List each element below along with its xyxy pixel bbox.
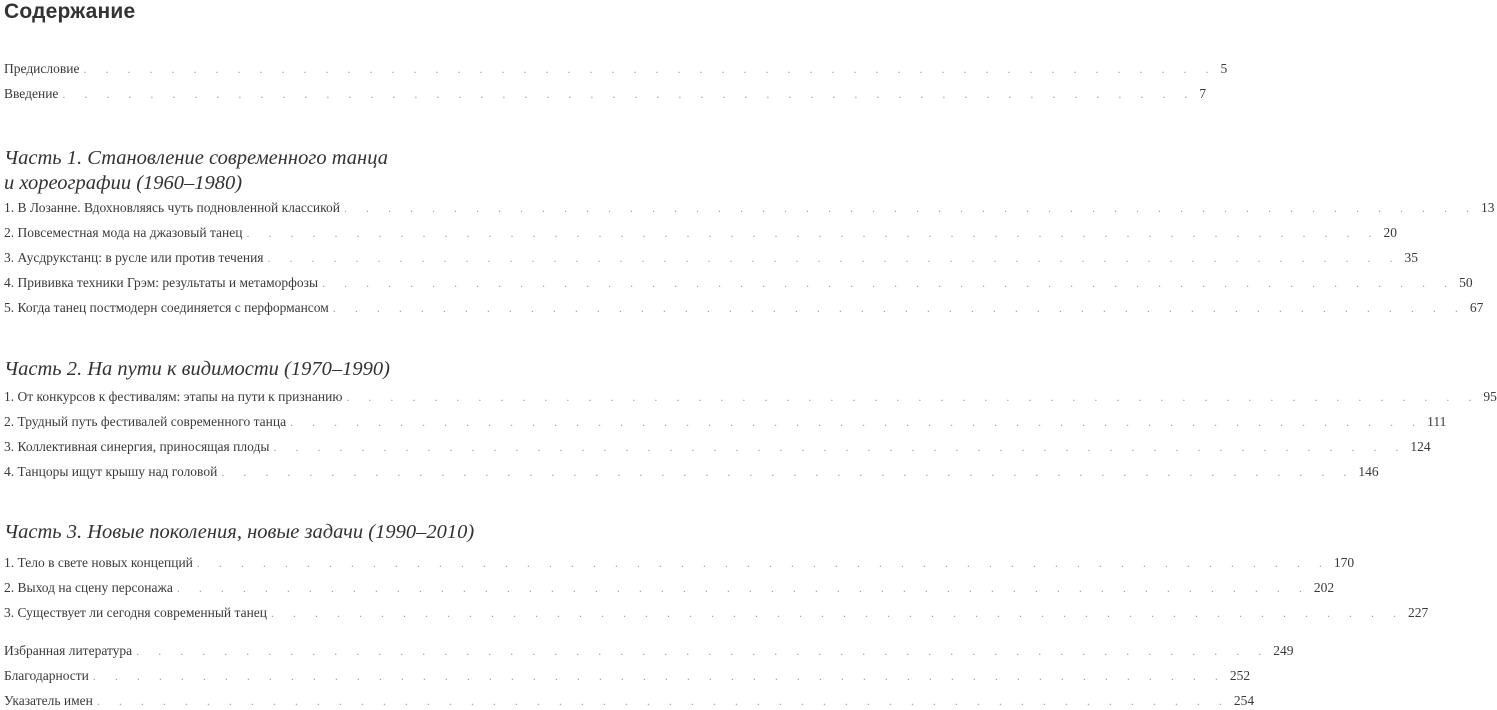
toc-entry-bibliography[interactable] — [4, 642, 1294, 660]
toc-page-number: 252 — [1229, 668, 1251, 683]
toc-entry-part1-ch3[interactable] — [4, 249, 1418, 267]
toc-leader: . . . . . . . . . . . . . . . . . . . . . . . . . . . . . . . . . . . . . . . . . . . . . . . . . . . . — [176, 581, 1310, 595]
toc-entry-label: Указатель имен — [4, 693, 93, 708]
toc-leader: . . . . . . . . . . . . . . . . . . . . . . . . . . . . . . . . . . . . . . . . . . . . . . . . . . . . — [267, 251, 1401, 265]
toc-entry-preface[interactable] — [4, 60, 1228, 78]
toc-page-number: 20 — [1383, 225, 1397, 240]
toc-leader: . . . . . . . . . . . . . . . . . . . . . . . . . . . . . . . . . . . . . . . . . . . . . . . . . . . . — [271, 606, 1405, 620]
toc-page-number: 50 — [1459, 275, 1473, 290]
toc-leader: . . . . . . . . . . . . . . . . . . . . . . . . . . . . . . . . . . . . . . . . . . . . . . . . . . . . — [246, 226, 1380, 240]
toc-entry-part1-ch2[interactable] — [4, 224, 1397, 242]
toc-leader: . . . . . . . . . . . . . . . . . . . . . . . . . . . . . . . . . . . . . . . . . . . . . . . . . . . . — [343, 201, 1477, 215]
toc-entry-label: 3. Аусдрукстанц: в русле или против течения — [4, 250, 264, 265]
toc-entry-part3-ch3[interactable] — [4, 604, 1429, 622]
toc-entry-part1-ch4[interactable] — [4, 274, 1473, 292]
toc-page-number: 249 — [1273, 643, 1294, 658]
toc-page-number: 67 — [1469, 300, 1484, 315]
toc-page-number: 111 — [1427, 414, 1447, 429]
part-3-title: Часть 3. Новые поколения, новые задачи (1990–2010) — [4, 521, 475, 543]
toc-leader: . . . . . . . . . . . . . . . . . . . . . . . . . . . . . . . . . . . . . . . . . . . . . . . . . . . . — [273, 440, 1407, 454]
toc-entry-label: 4. Танцоры ищут крышу над головой — [4, 464, 218, 479]
toc-entry-introduction[interactable] — [4, 85, 1207, 103]
toc-entry-label: Благодарности — [4, 668, 89, 683]
toc-entry-part1-ch5[interactable] — [4, 299, 1484, 317]
toc-page-number: 35 — [1404, 250, 1418, 265]
toc-entry-label: 1. Тело в свете новых концепций — [4, 555, 193, 570]
toc-leader: . . . . . . . . . . . . . . . . . . . . . . . . . . . . . . . . . . . . . . . . . . . . . . . . . . . . — [92, 669, 1226, 683]
toc-leader: . . . . . . . . . . . . . . . . . . . . . . . . . . . . . . . . . . . . . . . . . . . . . . . . . . . . — [332, 301, 1466, 315]
toc-entry-label: 2. Трудный путь фестивалей современного танца — [4, 414, 287, 429]
toc-leader: . . . . . . . . . . . . . . . . . . . . . . . . . . . . . . . . . . . . . . . . . . . . . . . . . . . . — [96, 694, 1230, 708]
toc-leader: . . . . . . . . . . . . . . . . . . . . . . . . . . . . . . . . . . . . . . . . . . . . . . . . . . . . — [346, 390, 1480, 404]
toc-entry-label: Предисловие — [4, 61, 80, 76]
toc-page-number: 170 — [1333, 555, 1355, 570]
toc-page-number: 5 — [1220, 61, 1228, 76]
toc-entry-label: 4. Прививка техники Грэм: результаты и метаморфозы — [4, 275, 319, 290]
toc-entry-part2-ch3[interactable] — [4, 438, 1431, 456]
toc-leader: . . . . . . . . . . . . . . . . . . . . . . . . . . . . . . . . . . . . . . . . . . . . . . . . . . . . — [322, 276, 1456, 290]
toc-entry-part3-ch2[interactable] — [4, 579, 1335, 597]
toc-entry-label: 2. Повсеместная мода на джазовый танец — [4, 225, 243, 240]
toc-leader: . . . . . . . . . . . . . . . . . . . . . . . . . . . . . . . . . . . . . . . . . . . . . . . . . . . . — [136, 644, 1270, 658]
toc-entry-acknowledgements[interactable] — [4, 667, 1251, 685]
toc-entry-label: 3. Существует ли сегодня современный танец — [4, 605, 268, 620]
toc-entry-part1-ch1[interactable] — [4, 199, 1495, 217]
toc-leader: . . . . . . . . . . . . . . . . . . . . . . . . . . . . . . . . . . . . . . . . . . . . . . . . . . . . — [196, 556, 1330, 570]
toc-leader: . . . . . . . . . . . . . . . . . . . . . . . . . . . . . . . . . . . . . . . . . . . . . . . . . . . . — [83, 62, 1217, 76]
toc-entry-label: 5. Когда танец постмодерн соединяется с перформансом — [4, 300, 329, 315]
toc-page-number: 146 — [1358, 464, 1379, 479]
toc-page-number: 124 — [1410, 439, 1431, 454]
toc-entry-label: 2. Выход на сцену персонажа — [4, 580, 173, 595]
toc-entry-label: 3. Коллективная синергия, приносящая плоды — [4, 439, 270, 454]
toc-entry-part2-ch1[interactable] — [4, 388, 1497, 406]
toc-page-number: 13 — [1480, 200, 1495, 215]
part-2-title: Часть 2. На пути к видимости (1970–1990) — [4, 358, 390, 380]
toc-leader: . . . . . . . . . . . . . . . . . . . . . . . . . . . . . . . . . . . . . . . . . . . . . . . . . . . . — [290, 415, 1424, 429]
part-1-title-line-1: Часть 1. Становление современного танца — [4, 147, 388, 169]
toc-leader: . . . . . . . . . . . . . . . . . . . . . . . . . . . . . . . . . . . . . . . . . . . . . . . . . . . . — [221, 465, 1355, 479]
toc-entry-label: 1. В Лозанне. Вдохновляясь чуть подновленной классикой — [4, 200, 340, 215]
toc-entry-label: 1. От конкурсов к фестивалям: этапы на пути к признанию — [4, 389, 343, 404]
toc-leader: . . . . . . . . . . . . . . . . . . . . . . . . . . . . . . . . . . . . . . . . . . . . . . . . . . . . — [62, 87, 1196, 101]
toc-entry-part2-ch2[interactable] — [4, 413, 1447, 431]
part-1-title-line-2: и хореографии (1960–1980) — [4, 172, 243, 194]
toc-entry-part3-ch1[interactable] — [4, 554, 1355, 572]
toc-page-number: 95 — [1483, 389, 1497, 404]
toc-entry-part2-ch4[interactable] — [4, 463, 1379, 481]
toc-page-number: 202 — [1313, 580, 1335, 595]
toc-entry-name-index[interactable] — [4, 692, 1255, 710]
toc-entry-label: Введение — [4, 86, 59, 101]
toc-page-number: 7 — [1199, 86, 1207, 101]
toc-entry-label: Избранная литература — [4, 643, 133, 658]
toc-page-number: 254 — [1233, 693, 1255, 708]
toc-page-number: 227 — [1408, 605, 1429, 620]
page-title: Содержание — [4, 0, 136, 23]
